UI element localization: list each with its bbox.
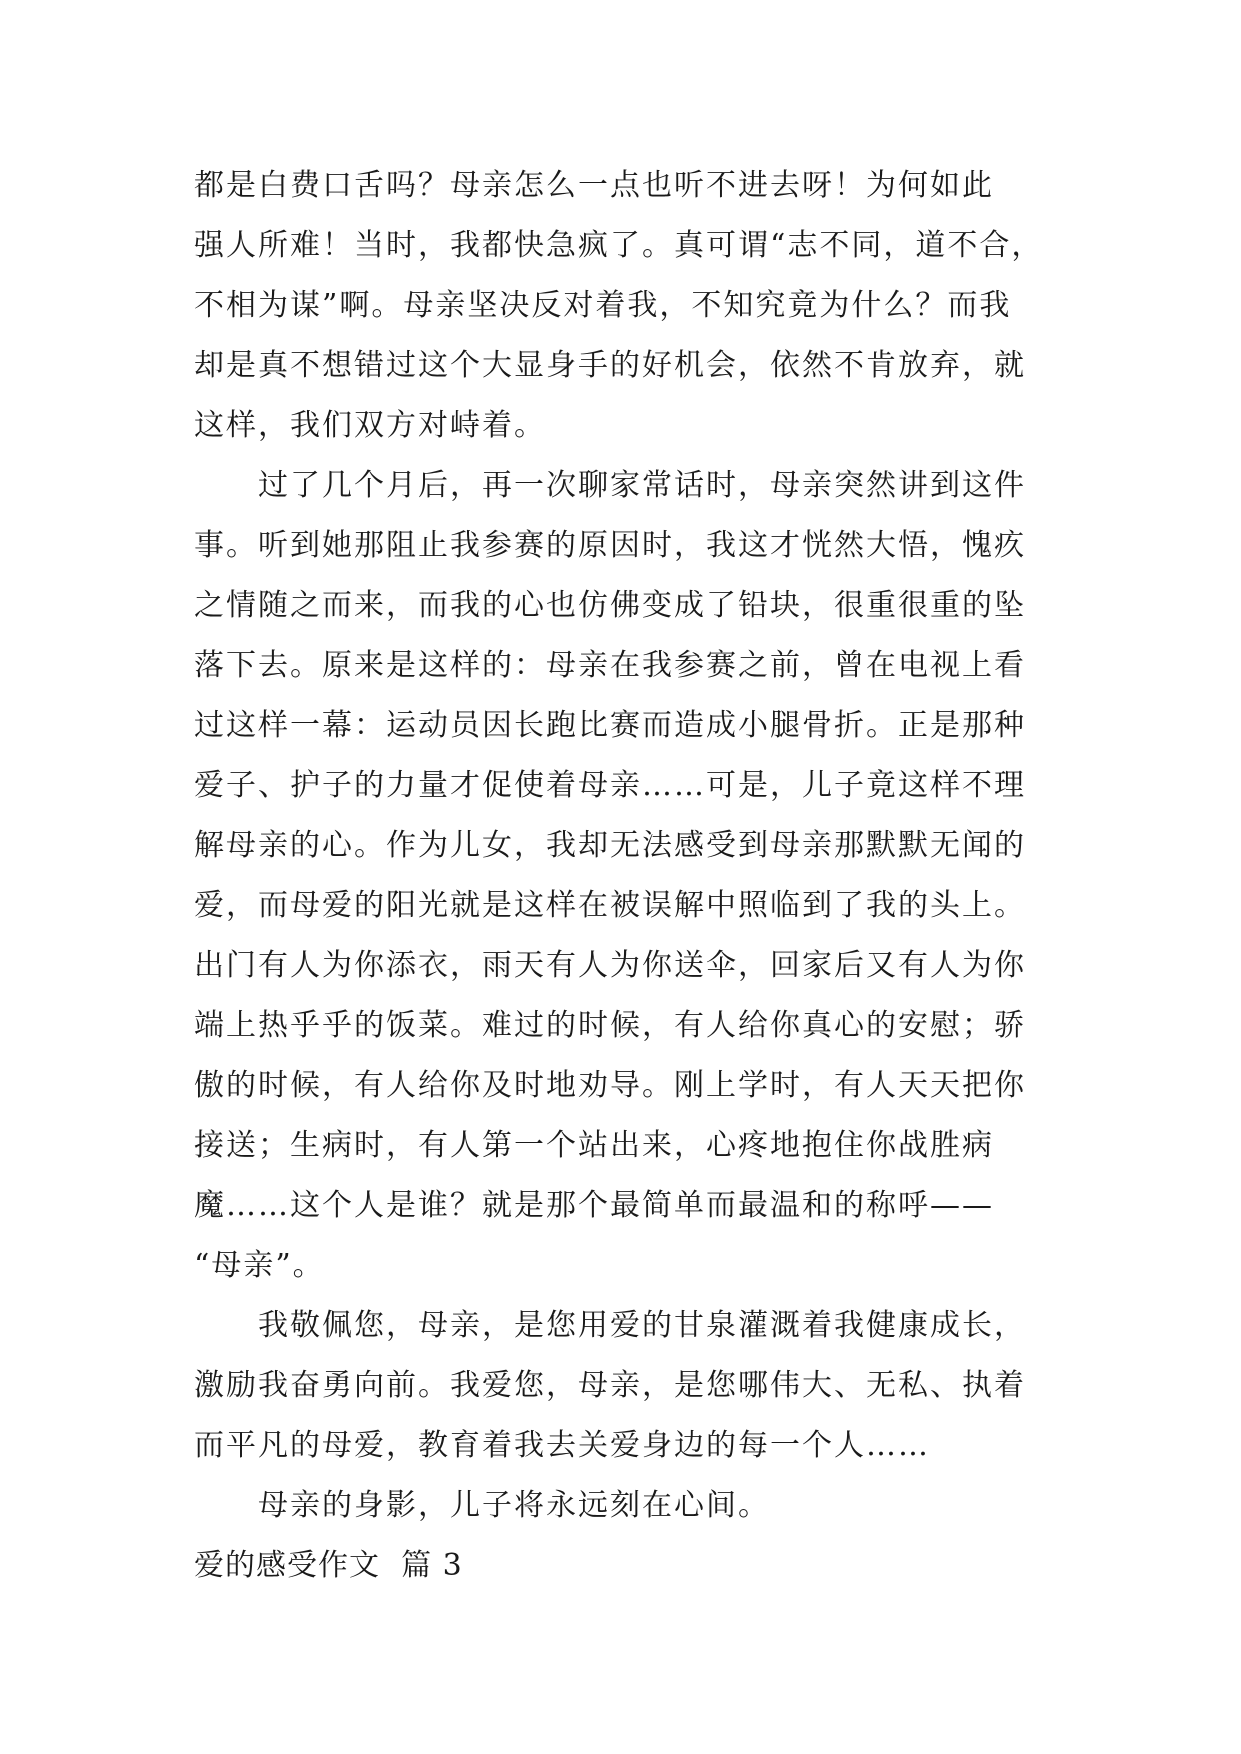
text-line: 魔……这个人是谁？就是那个最简单而最温和的称呼—— [194,1188,994,1223]
text-line: 而平凡的母爱，教育着我去关爱身边的每一个人…… [194,1428,930,1463]
text-line: 之情随之而来，而我的心也仿佛变成了铅块，很重很重的坠 [194,588,1026,623]
text-line: “母亲”。 [194,1248,325,1283]
text-line: 过这样一幕：运动员因长跑比赛而造成小腿骨折。正是那种 [194,708,1026,743]
text-line: 这样，我们双方对峙着。 [194,408,546,443]
text-line: 不相为谋”啊。母亲坚决反对着我，不知究竟为什么？而我 [194,288,1012,323]
text-line: 爱，而母爱的阳光就是这样在被误解中照临到了我的头上。 [194,888,1026,923]
text-line: 傲的时候，有人给你及时地劝导。刚上学时，有人天天把你 [194,1068,1026,1103]
text-line: 端上热乎乎的饭菜。难过的时候，有人给你真心的安慰；骄 [194,1008,1026,1043]
text-line: 都是白费口舌吗？母亲怎么一点也听不进去呀！为何如此 [194,168,994,203]
text-line: 强人所难！当时，我都快急疯了。真可谓“志不同，道不合， [194,228,1044,263]
paragraph-start-line: 过了几个月后，再一次聊家常话时，母亲突然讲到这件 [258,468,1026,503]
text-line: 爱子、护子的力量才促使着母亲……可是，儿子竟这样不理 [194,768,1026,803]
text-line: 解母亲的心。作为儿女，我却无法感受到母亲那默默无闻的 [194,828,1026,863]
text-line: 落下去。原来是这样的：母亲在我参赛之前，曾在电视上看 [194,648,1026,683]
text-line: 却是真不想错过这个大显身手的好机会，依然不肯放弃，就 [194,348,1026,383]
text-line: 接送；生病时，有人第一个站出来，心疼地抱住你战胜病 [194,1128,994,1163]
text-line: 事。听到她那阻止我参赛的原因时，我这才恍然大悟，愧疚 [194,528,1026,563]
text-line: 激励我奋勇向前。我爱您，母亲，是您哪伟大、无私、执着 [194,1368,1026,1403]
paragraph-start-line: 母亲的身影，儿子将永远刻在心间。 [258,1488,770,1523]
section-heading: 爱的感受作文 篇 3 [194,1548,463,1583]
paragraph-start-line: 我敬佩您，母亲，是您用爱的甘泉灌溉着我健康成长， [258,1308,1026,1343]
text-line: 出门有人为你添衣，雨天有人为你送伞，回家后又有人为你 [194,948,1026,983]
